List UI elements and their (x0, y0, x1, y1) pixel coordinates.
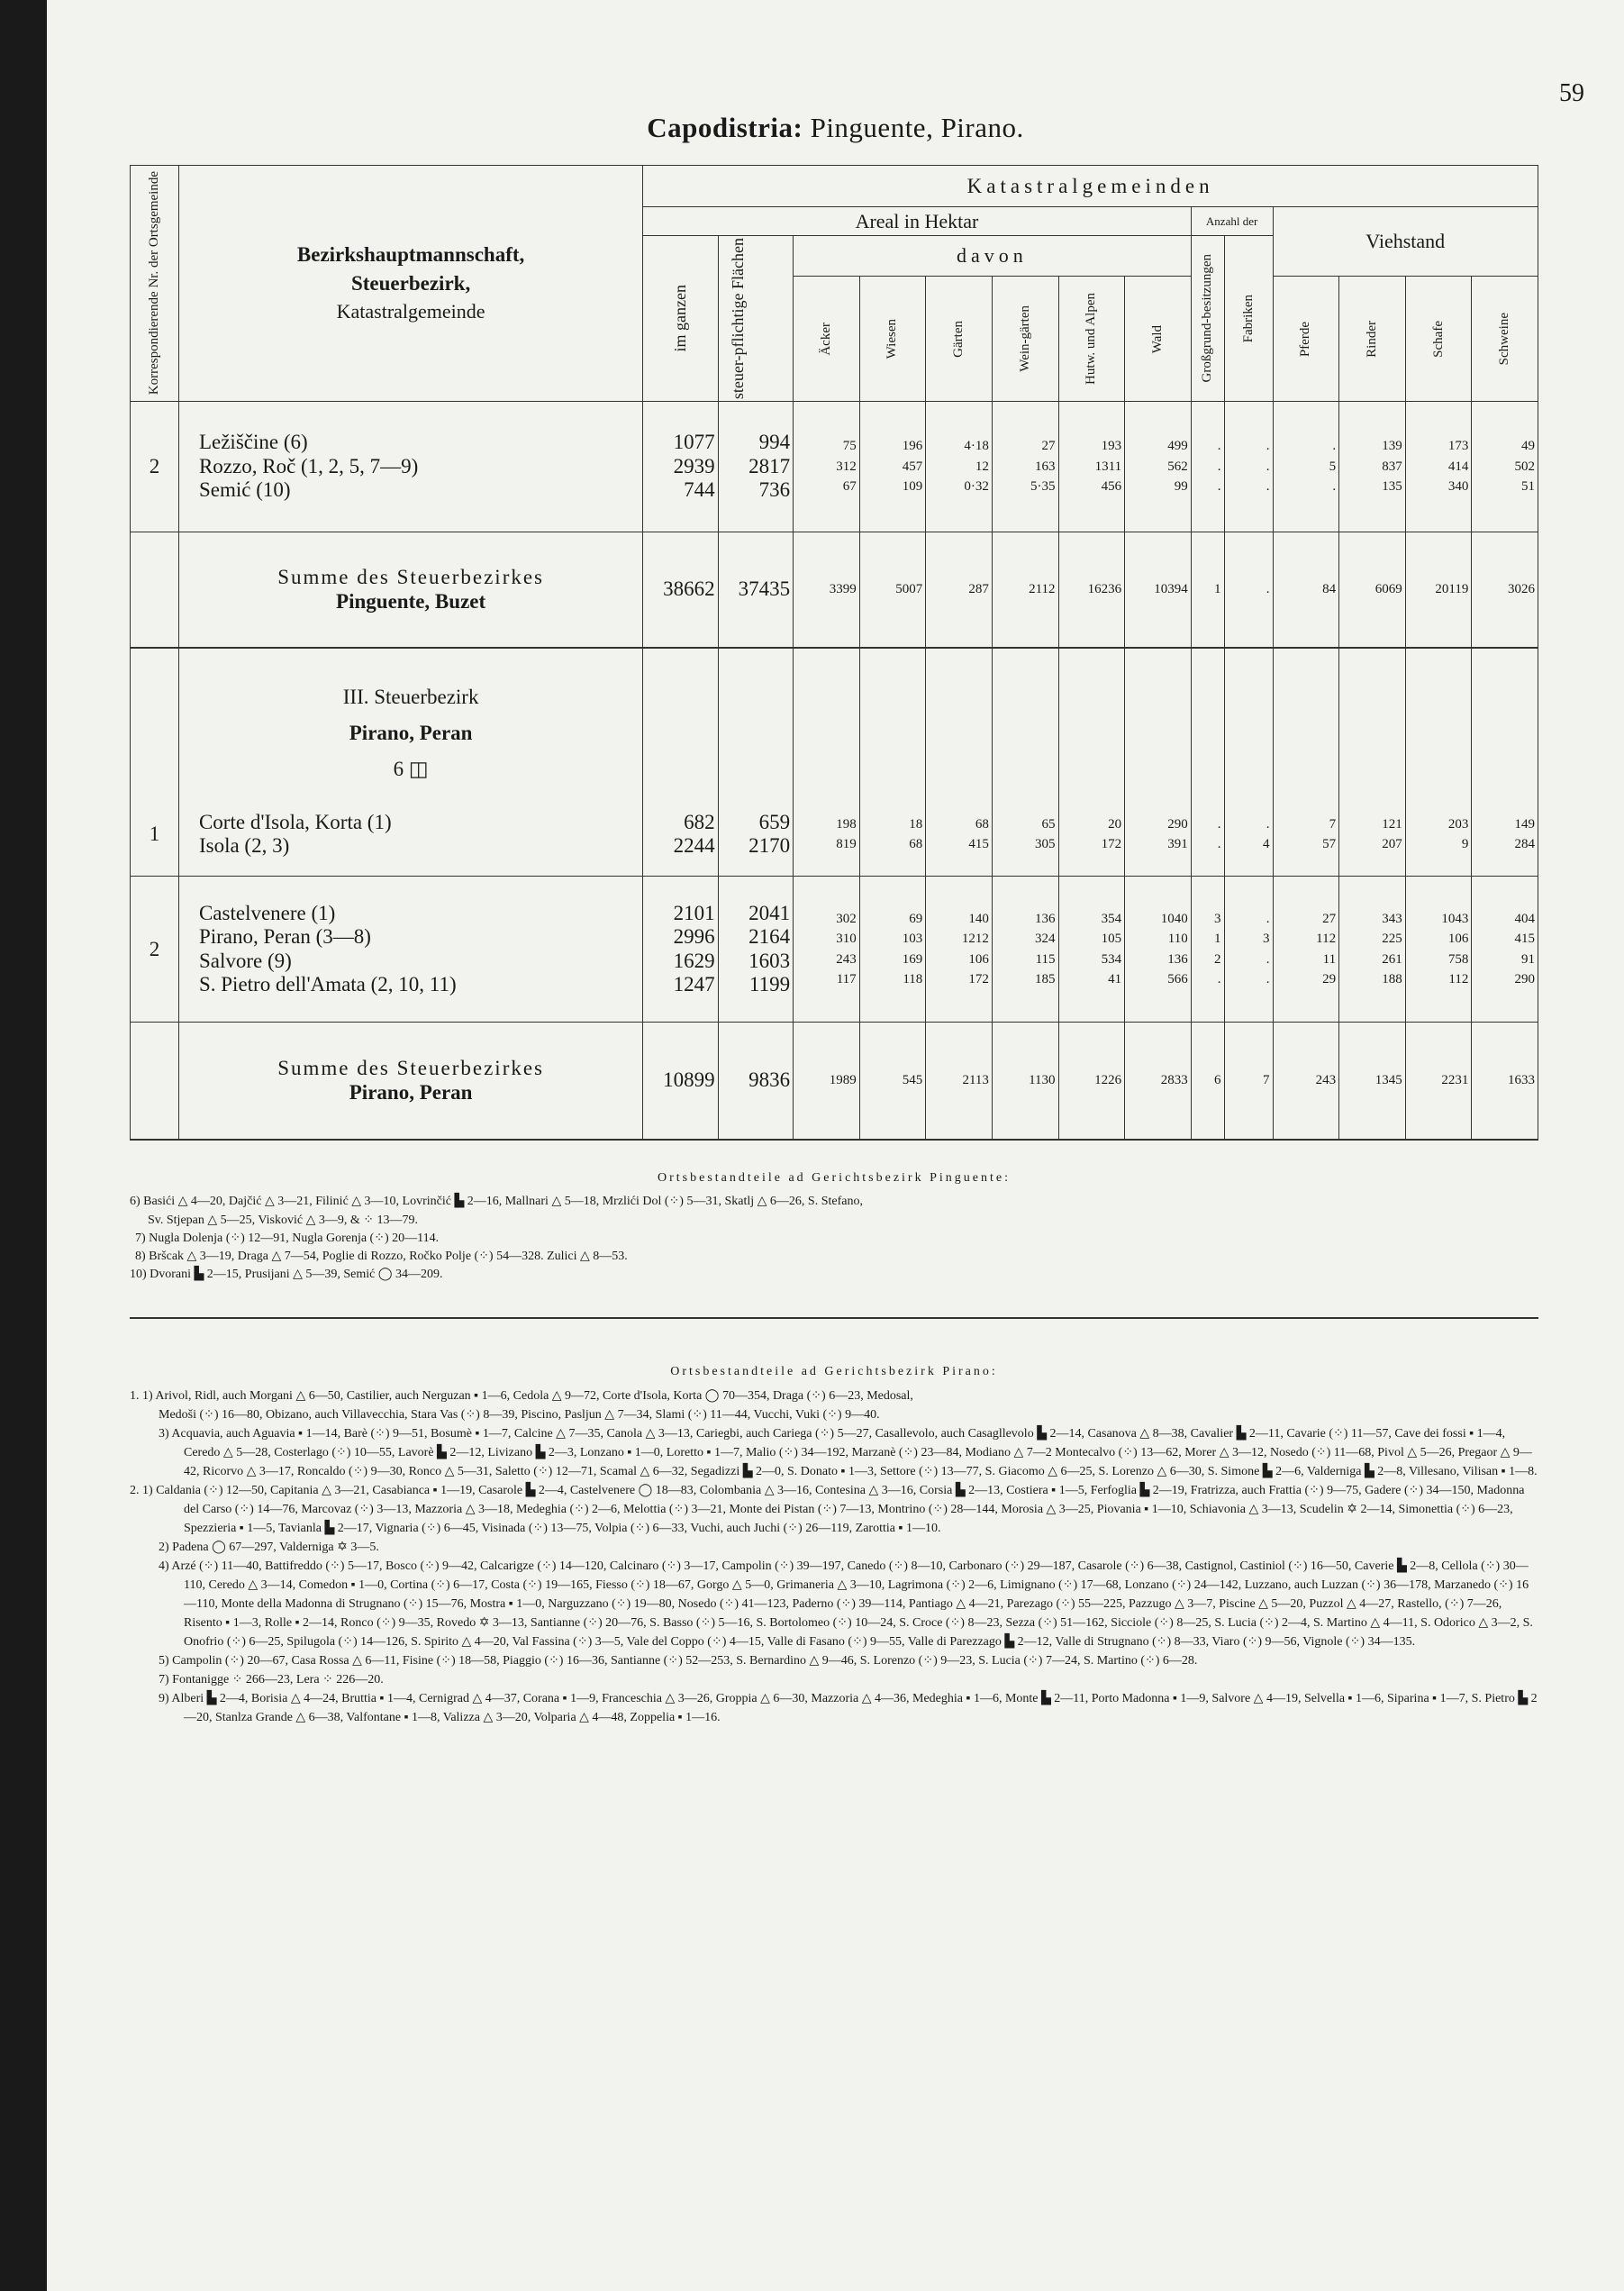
cell-line: 819 (836, 837, 857, 852)
cell-line: 736 (758, 478, 791, 502)
col-bezirk-header (178, 166, 642, 402)
sum-ganz: 38662 (643, 532, 718, 648)
cell-line: 456 (1101, 479, 1122, 495)
cell-line: 457 (902, 459, 923, 474)
section-heading-line1: III. Steuerbezirk (342, 685, 479, 708)
sum-wald: 2833 (1125, 1023, 1192, 1140)
cell-steuer (718, 402, 793, 532)
cell-line: 994 (758, 431, 791, 454)
cell-line: 290 (1514, 972, 1535, 987)
footnote-paragraph: 9) Alberi ▙ 2—4, Borisia △ 4—24, Bruttia ▪ 1—4, Cernigrad △ 4—37, Corana ▪ 1—9, Franceschia △ 3—26, Groppia △ 6—30, Mazzoria △ 4—36, Medeghia ▪ 1—6, Monte ▙ 2—11, Porto Madonna ▪ 1—9, Salvore △ 4—19, Selvella ▪ 1—6, Siparina ▪ 1—7, S. Pietro ▙ 2—20, Stanlza Grande △ 6—38, Valfontane ▪ 1—8, Valizza △ 3—20, Volparia △ 4—48, Zoppelia ▪ 1—16. (159, 1692, 1538, 1724)
sum-wald: 10394 (1125, 532, 1192, 648)
cell-line: 203 (1447, 816, 1469, 832)
cell-wein (992, 877, 1058, 1023)
table-body (131, 402, 1538, 1140)
col-bezirk-line1: Bezirkshauptmannschaft, (296, 242, 525, 266)
group-row-2 (131, 794, 1538, 877)
footnote-line: 7) Nugla Dolenja (⁘) 12—91, Nugla Gorenja (⁘) 20—114. (135, 1231, 440, 1245)
sum-wies: 545 (859, 1023, 926, 1140)
cell-line: 27 (1322, 911, 1337, 926)
cell-line: 169 (902, 951, 923, 967)
section-heading-row (131, 648, 1538, 794)
cell-line: 312 (836, 459, 857, 474)
col-aecker-header: Äcker (818, 322, 833, 356)
cell-line: 1629 (673, 949, 715, 972)
cell-line: 225 (1382, 932, 1402, 947)
cell-wies (859, 402, 926, 532)
cell-line: 324 (1035, 932, 1056, 947)
col-fabriken-header: Fabriken (1240, 294, 1256, 343)
cell-line: 659 (758, 810, 791, 833)
footnote-paragraph: 1. 1) Arivol, Ridl, auch Morgani △ 6—50, Castilier, auch Nerguzan ▪ 1—6, Cedola △ 9—72, Corte d'Isola, Korta ◯ 70—354, Draga (⁘) 6—23, Medosal, (130, 1389, 913, 1403)
cell-line: 139 (1382, 439, 1402, 454)
cell-line: 1 (1214, 932, 1221, 947)
sum-schaf: 2231 (1405, 1023, 1472, 1140)
cell-schaf (1405, 794, 1472, 877)
cell-line: 502 (1514, 459, 1535, 474)
cell-line: 2244 (673, 834, 715, 858)
cell-line: 2101 (673, 901, 715, 924)
col-wiesen-header: Wiesen (885, 319, 900, 359)
cell-line: 9 (1461, 837, 1469, 852)
cell-line: 173 (1447, 439, 1469, 454)
footnote-paragraph: 7) Fontanigge ⁘ 266—23, Lera ⁘ 226—20. (159, 1673, 384, 1686)
cell-line: 109 (902, 479, 923, 495)
cell-line: Isola (2, 3) (198, 834, 290, 858)
cell-line: 1043 (1441, 911, 1469, 926)
cell-fabr (1224, 402, 1273, 532)
cell-line: . (1217, 439, 1221, 454)
group-nr: 2 (131, 402, 179, 532)
cell-line: Corte d'Isola, Korta (1) (198, 810, 392, 833)
col-steuer-header: steuer-pflichtige Flächen (728, 238, 747, 400)
running-head-rest: Pinguente, Pirano. (810, 112, 1024, 143)
cell-line: 135 (1382, 479, 1402, 495)
cell-line: 4·18 (964, 439, 989, 454)
footnote-paragraph: 2) Padena ◯ 67—297, Valderniga ✡ 3—5. (159, 1541, 379, 1554)
cell-pferd (1273, 402, 1339, 532)
col-viehstand-header: Viehstand (1273, 207, 1538, 277)
sum-rind: 6069 (1339, 532, 1406, 648)
footnotes-pirano-title: Ortsbestandteile ad Gerichtsbezirk Pirano: (670, 1365, 998, 1378)
footnote-paragraph: 3) Acquavia, auch Aguavia ▪ 1—14, Barè (⁘) 9—51, Bosumè ▪ 1—7, Calcine △ 7—35, Canola △ 3—13, Cariegbi, auch Cariega (⁘) 5—27, Casallevolo, auch Casagllevolo ▙ 2—14, Casanova △ 8—38, Cavalier ▙ 2—11, Cavarie (⁘) 11—57, Cave dei fossi ▪ 1—4, Ceredo △ 5—28, Costerlago (⁘) 10—55, Lavorè ▙ 2—12, Livizano ▙ 2—3, Lonzano ▪ 1—0, Loretto ▪ 1—7, Malio (⁘) 34—192, Marzanè (⁘) 23—84, Modiano △ 7—2 Montecalvo (⁘) 13—62, Morer △ 3—12, Nosedo (⁘) 11—68, Pivol △ 5—26, Pregaor △ 9—42, Ricorvo △ 3—17, Roncaldo (⁘) 9—30, Ronco △ 5—31, Saletto (⁘) 12—71, Scamal △ 6—32, Segadizzi ▙ 2—0, S. Donato ▪ 1—3, Settore (⁘) 13—77, S. Giacomo △ 6—25, S. Lorenzo △ 6—30, S. Simone ▙ 2—6, Valderniga ▙ 2—8, Villesano, Vilisan ▪ 1—8. (159, 1427, 1538, 1478)
cell-line: 105 (1101, 932, 1122, 947)
sum-hutw: 16236 (1058, 532, 1125, 648)
sum-schw: 3026 (1472, 532, 1538, 648)
cell-line: 11 (1322, 951, 1337, 967)
col-katastral-header: Katastralgemeinden (643, 166, 1538, 207)
footnotes-pirano (130, 1362, 1538, 1727)
cell-steuer (718, 794, 793, 877)
cell-gaert (926, 794, 993, 877)
col-gaerten-header: Gärten (951, 320, 966, 358)
cell-line: 185 (1035, 972, 1056, 987)
cell-line: 414 (1447, 459, 1469, 474)
footnote-paragraph: 2. 1) Caldania (⁘) 12—50, Capitania △ 3—21, Casabianca ▪ 1—19, Casarole ▙ 2—4, Castelvenere ◯ 18—83, Colombania △ 3—16, Contesina △ 3—16, Corsia ▙ 2—13, Costiera ▪ 1—5, Ferfoglia ▙ 2—19, Fratrizza, auch Frattia (⁘) 9—75, Gadere (⁘) 34—150, Madonna del Carso (⁘) 14—76, Marcovaz (⁘) 3—13, Mazzoria △ 3—18, Medeghia (⁘) 2—6, Melottia (⁘) 3—21, Monte dei Pistan (⁘) 7—13, Montrino (⁘) 28—144, Morosia △ 3—25, Piovania ▪ 1—10, Schiavonia △ 3—13, Scudelin ✡ 2—14, Simonettia (⁘) 6—23, Spezzieria ▪ 1—5, Tavianla ▙ 2—17, Vignaria (⁘) 6—45, Visinada (⁘) 13—75, Volpia (⁘) 6—33, Vuchi, auch Juchi (⁘) 26—119, Zarottia ▪ 1—10. (130, 1484, 1525, 1535)
cell-line: 391 (1167, 837, 1188, 852)
table-header (131, 166, 1538, 402)
col-im-ganzen-header: im ganzen (670, 285, 689, 352)
cell-hutw (1058, 877, 1125, 1023)
cell-line: 149 (1514, 816, 1535, 832)
sum-aeck: 1989 (794, 1023, 860, 1140)
col-rinder-header: Rinder (1364, 320, 1379, 358)
sum-wies: 5007 (859, 532, 926, 648)
summe-label-line1: Summe des Steuerbezirkes (277, 565, 545, 588)
cell-line: 5 (1329, 459, 1337, 474)
cell-line: 136 (1035, 911, 1056, 926)
cell-line: 415 (1514, 932, 1535, 947)
cell-schaf (1405, 402, 1472, 532)
summe-label-line2: Pinguente, Buzet (336, 590, 486, 614)
cell-line: 112 (1316, 932, 1337, 947)
cell-line: 103 (902, 932, 923, 947)
cell-line: 415 (968, 837, 989, 852)
cell-line: 172 (968, 972, 989, 987)
cell-hutw (1058, 794, 1125, 877)
cell-pferd (1273, 877, 1339, 1023)
cell-line: 343 (1382, 911, 1402, 926)
footnotes-pinguente (130, 1169, 1538, 1285)
cell-ganz (643, 794, 718, 877)
cell-line: 2 (1214, 951, 1221, 967)
footnote-line: Sv. Stjepan △ 5—25, Visković △ 3—9, & ⁘ 13—79. (148, 1213, 418, 1227)
footnotes-pinguente-title: Ortsbestandteile ad Gerichtsbezirk Pinguente: (658, 1171, 1011, 1185)
cell-line: 69 (909, 911, 923, 926)
cell-gross (1191, 794, 1224, 877)
col-pferde-header: Pferde (1298, 321, 1313, 357)
cell-line: 188 (1382, 972, 1402, 987)
cell-line: 302 (836, 911, 857, 926)
cell-line: . (1217, 816, 1221, 832)
sum-aeck: 3399 (794, 532, 860, 648)
cell-line: Rozzo, Roč (1, 2, 5, 7—9) (198, 454, 419, 477)
col-schafe-header: Schafe (1430, 320, 1446, 358)
running-head (47, 112, 1624, 144)
cell-line: 75 (842, 439, 857, 454)
cell-pferd (1273, 794, 1339, 877)
cell-line: 172 (1101, 837, 1122, 852)
cell-line: 682 (684, 810, 715, 833)
footnote-paragraph: Medoši (⁘) 16—80, Obizano, auch Villavecchia, Stara Vas (⁘) 8—39, Piscino, Pasljun △ 7—34, Slami (⁘) 11—44, Vucchi, Vuki (⁘) 9—40. (159, 1408, 880, 1422)
cell-line: 566 (1167, 972, 1188, 987)
summe-row-pinguente (131, 532, 1538, 648)
running-head-bold: Capodistria: (647, 112, 803, 143)
cell-line: 305 (1035, 837, 1056, 852)
cell-fabr (1224, 877, 1273, 1023)
cell-line: 117 (836, 972, 857, 987)
col-anzahl-header: Anzahl der (1191, 207, 1273, 236)
section-heading (178, 648, 642, 794)
sum-gaert: 2113 (926, 1023, 993, 1140)
cell-line: 1311 (1094, 459, 1122, 474)
group-names (178, 402, 642, 532)
col-grossgrund-header: Großgrund-besitzungen (1200, 254, 1215, 383)
group-row-1 (131, 402, 1538, 532)
cell-line: . (1217, 837, 1221, 852)
cell-line: 163 (1035, 459, 1056, 474)
group-nr: 1 (131, 794, 179, 877)
cell-line: 112 (1448, 972, 1469, 987)
cell-line: 340 (1447, 479, 1469, 495)
cell-line: . (1266, 816, 1270, 832)
cell-line: . (1332, 439, 1337, 454)
sum-fabr: 7 (1224, 1023, 1273, 1140)
cell-line: 0·32 (964, 479, 989, 495)
cell-line: 243 (836, 951, 857, 967)
cell-gross (1191, 877, 1224, 1023)
cell-line: 284 (1514, 837, 1535, 852)
sum-pferd: 243 (1273, 1023, 1339, 1140)
cell-line: . (1217, 972, 1221, 987)
sum-schw: 1633 (1472, 1023, 1538, 1140)
cell-line: 290 (1167, 816, 1188, 832)
cell-line: 534 (1101, 951, 1122, 967)
cell-aeck (794, 877, 860, 1023)
cell-line: 18 (909, 816, 923, 832)
cell-line: . (1266, 459, 1270, 474)
statistics-table (130, 165, 1538, 1141)
cell-wald (1125, 877, 1192, 1023)
cell-line: 3 (1214, 911, 1221, 926)
sum-schaf: 20119 (1405, 532, 1472, 648)
cell-line: . (1266, 479, 1270, 495)
cell-schaf (1405, 877, 1472, 1023)
cell-line: 91 (1521, 951, 1535, 967)
cell-rind (1339, 402, 1406, 532)
cell-gaert (926, 402, 993, 532)
sum-pferd: 84 (1273, 532, 1339, 648)
footnote-paragraph: 4) Arzé (⁘) 11—40, Battifreddo (⁘) 5—17, Bosco (⁘) 9—42, Calcarigze (⁘) 14—120, Calcinaro (⁘) 3—17, Campolin (⁘) 39—197, Canedo (⁘) 8—10, Carbonaro (⁘) 29—187, Casarole (⁘) 6—38, Castignol, Castiniol (⁘) 16—50, Caverie ▙ 2—8, Cellola (⁘) 30—110, Ceredo △ 3—14, Comedon ▪ 1—0, Cortina (⁘) 6—17, Costa (⁘) 19—165, Fiesso (⁘) 18—67, Gorgo △ 5—0, Grimaneria △ 3—10, Lagrimona (⁘) 2—6, Limignano (⁘) 17—68, Lonzano (⁘) 24—142, Luzzano, auch Luzzan (⁘) 36—178, Marzanedo (⁘) 16—110, Monte della Madonna di Strugnano (⁘) 15—76, Mostra ▪ 1—0, Narguzzano (⁘) 19—80, Nosedo (⁘) 41—123, Paderno (⁘) 39—114, Pantiago △ 4—21, Parezago (⁘) 55—225, Pazzugo △ 3—7, Piscine △ 5—20, Puzzol △ 4—27, Rastello, (⁘) 7—26, Risento ▪ 1—3, Rolle ▪ 2—14, Ronco (⁘) 9—35, Rovedo ✡ 3—13, Santianne (⁘) 20—76, S. Basso (⁘) 5—16, S. Bortolomeo (⁘) 10—24, S. Croce (⁘) 8—23, Sezza (⁘) 51—162, Sicciole (⁘) 8—25, S. Lucia (⁘) 2—4, S. Martino △ 4—11, S. Odorico △ 3—2, S. Onofrio (⁘) 6—25, Spilugola (⁘) 14—126, S. Spirito △ 4—20, Val Fassina (⁘) 3—5, Vale del Coppo (⁘) 4—15, Valle di Fasano (⁘) 9—55, Valle di Parezzago ▙ 2—12, Valle di Strugnano (⁘) 8—33, Viaro (⁘) 9—56, Vignole (⁘) 34—135. (159, 1559, 1533, 1649)
cell-line: 7 (1329, 816, 1337, 832)
summe-label-line1: Summe des Steuerbezirkes (277, 1056, 545, 1079)
section-heading-line2: Pirano, Peran (349, 722, 473, 745)
cell-line: . (1266, 972, 1270, 987)
separator-rule (130, 1317, 1538, 1319)
cell-line: 115 (1035, 951, 1056, 967)
col-bezirk-line3: Katastralgemeinde (336, 300, 485, 323)
cell-schw (1472, 402, 1538, 532)
cell-line: 2996 (673, 925, 715, 949)
cell-line: 3 (1263, 932, 1270, 947)
cell-line: 354 (1101, 911, 1122, 926)
cell-line: Salvore (9) (198, 949, 292, 972)
cell-line: 744 (684, 478, 715, 502)
cell-line: 68 (975, 816, 989, 832)
sum-gross: 6 (1191, 1023, 1224, 1140)
sum-fabr: . (1224, 532, 1273, 648)
cell-line: 5·35 (1030, 479, 1056, 495)
cell-line: 12 (975, 459, 989, 474)
sum-hutw: 1226 (1058, 1023, 1125, 1140)
cell-gross (1191, 402, 1224, 532)
cell-line: 196 (902, 439, 923, 454)
col-nr-header: Korrespondierende Nr. der Ortsgemeinde (146, 171, 161, 395)
cell-line: Ležiščine (6) (198, 431, 308, 454)
cell-line: 20 (1108, 816, 1122, 832)
cell-line: 198 (836, 816, 857, 832)
cell-ganz (643, 877, 718, 1023)
cell-line: 41 (1108, 972, 1122, 987)
cell-rind (1339, 877, 1406, 1023)
cell-schw (1472, 794, 1538, 877)
cell-line: 27 (1041, 439, 1056, 454)
col-davon-header: davon (794, 236, 1192, 277)
cell-line: Pirano, Peran (3—8) (198, 925, 371, 949)
cell-line: 121 (1382, 816, 1402, 832)
col-wald-header: Wald (1149, 324, 1165, 353)
cell-aeck (794, 794, 860, 877)
cell-wein (992, 402, 1058, 532)
group-names (178, 794, 642, 877)
cell-line: 1077 (673, 431, 715, 454)
cell-line: 140 (968, 911, 989, 926)
cell-line: 261 (1382, 951, 1402, 967)
book-page (47, 0, 1624, 2291)
sum-steuer: 9836 (718, 1023, 793, 1140)
cell-line: 404 (1514, 911, 1535, 926)
footnote-paragraph: 5) Campolin (⁘) 20—67, Casa Rossa △ 6—11, Fisine (⁘) 18—58, Piaggio (⁘) 16—36, Santianne (⁘) 52—253, S. Bernardino △ 9—46, S. Lorenzo (⁘) 9—23, S. Lucia (⁘) 7—24, S. Martino (⁘) 6—28. (159, 1654, 1198, 1668)
col-weingaerten-header: Wein-gärten (1017, 305, 1032, 373)
cell-line: 57 (1322, 837, 1337, 852)
cell-line: 837 (1382, 459, 1402, 474)
cell-ganz (643, 402, 718, 532)
cell-line: 67 (842, 479, 857, 495)
page-number: 59 (1559, 79, 1584, 107)
cell-line: . (1266, 439, 1270, 454)
summe-row-pirano (131, 1023, 1538, 1140)
cell-line: 1199 (748, 973, 791, 996)
cell-wald (1125, 794, 1192, 877)
cell-steuer (718, 877, 793, 1023)
sum-ganz: 10899 (643, 1023, 718, 1140)
col-areal-header: Areal in Hektar (643, 207, 1192, 236)
cell-line: . (1266, 951, 1270, 967)
cell-line: 29 (1322, 972, 1337, 987)
col-hutw-header: Hutw. und Alpen (1084, 293, 1099, 386)
sum-gaert: 287 (926, 532, 993, 648)
footnote-line: 8) Bršcak △ 3—19, Draga △ 7—54, Poglie di Rozzo, Ročko Polje (⁘) 54—328. Zulici △ 8—53. (135, 1250, 628, 1264)
group-nr: 2 (131, 877, 179, 1023)
cell-schw (1472, 877, 1538, 1023)
cell-line: 1212 (961, 932, 989, 947)
cell-line: 310 (836, 932, 857, 947)
cell-aeck (794, 402, 860, 532)
cell-wies (859, 794, 926, 877)
cell-line: 758 (1447, 951, 1469, 967)
cell-line: 1247 (673, 973, 715, 996)
cell-line: 1040 (1160, 911, 1188, 926)
col-bezirk-line2: Steuerbezirk, (350, 272, 471, 295)
summe-label-line2: Pirano, Peran (349, 1081, 473, 1105)
cell-line: 2939 (673, 454, 715, 477)
cell-line: 49 (1521, 439, 1535, 454)
footnote-line: 6) Basići △ 4—20, Dajčić △ 3—21, Filinić △ 3—10, Lovrinčić ▙ 2—16, Mallnari △ 5—18, Mrzlići Dol (⁘) 5—31, Skatlj △ 6—26, S. Stefano, (130, 1195, 863, 1209)
cell-line: 2170 (748, 834, 791, 858)
cell-line: . (1332, 479, 1337, 495)
sum-wein: 1130 (992, 1023, 1058, 1140)
sum-wein: 2112 (992, 532, 1058, 648)
cell-line: 136 (1167, 951, 1188, 967)
group-names (178, 877, 642, 1023)
cell-line: 110 (1167, 932, 1188, 947)
cell-wies (859, 877, 926, 1023)
cell-line: 2041 (748, 901, 791, 924)
cell-line: 4 (1263, 837, 1270, 852)
cell-line: 499 (1167, 439, 1188, 454)
cell-line: 65 (1041, 816, 1056, 832)
summe-label (178, 1023, 642, 1140)
sum-rind: 1345 (1339, 1023, 1406, 1140)
cell-line: 68 (909, 837, 923, 852)
footnote-line: 10) Dvorani ▙ 2—15, Prusijani △ 5—39, Semić ◯ 34—209. (130, 1268, 443, 1282)
section-heading-line3: 6 ◫ (393, 758, 429, 781)
cell-line: 2817 (748, 454, 791, 477)
cell-line: 2164 (748, 925, 791, 949)
cell-line: 207 (1382, 837, 1402, 852)
cell-line: . (1266, 911, 1270, 926)
cell-line: S. Pietro dell'Amata (2, 10, 11) (198, 973, 457, 996)
cell-wein (992, 794, 1058, 877)
cell-hutw (1058, 402, 1125, 532)
summe-label (178, 532, 642, 648)
cell-rind (1339, 794, 1406, 877)
cell-line: 118 (903, 972, 923, 987)
cell-line: 193 (1101, 439, 1122, 454)
col-schweine-header: Schweine (1497, 313, 1512, 366)
cell-wald (1125, 402, 1192, 532)
sum-gross: 1 (1191, 532, 1224, 648)
cell-line: 99 (1174, 479, 1188, 495)
cell-line: 1603 (748, 949, 791, 972)
cell-fabr (1224, 794, 1273, 877)
cell-line: 51 (1521, 479, 1535, 495)
sum-steuer: 37435 (718, 532, 793, 648)
group-row-3 (131, 877, 1538, 1023)
cell-line: Semić (10) (198, 478, 291, 502)
cell-line: . (1217, 459, 1221, 474)
cell-line: 106 (1447, 932, 1469, 947)
cell-line: 562 (1167, 459, 1188, 474)
cell-gaert (926, 877, 993, 1023)
cell-line: 106 (968, 951, 989, 967)
cell-line: . (1217, 479, 1221, 495)
cell-line: Castelvenere (1) (198, 901, 336, 924)
